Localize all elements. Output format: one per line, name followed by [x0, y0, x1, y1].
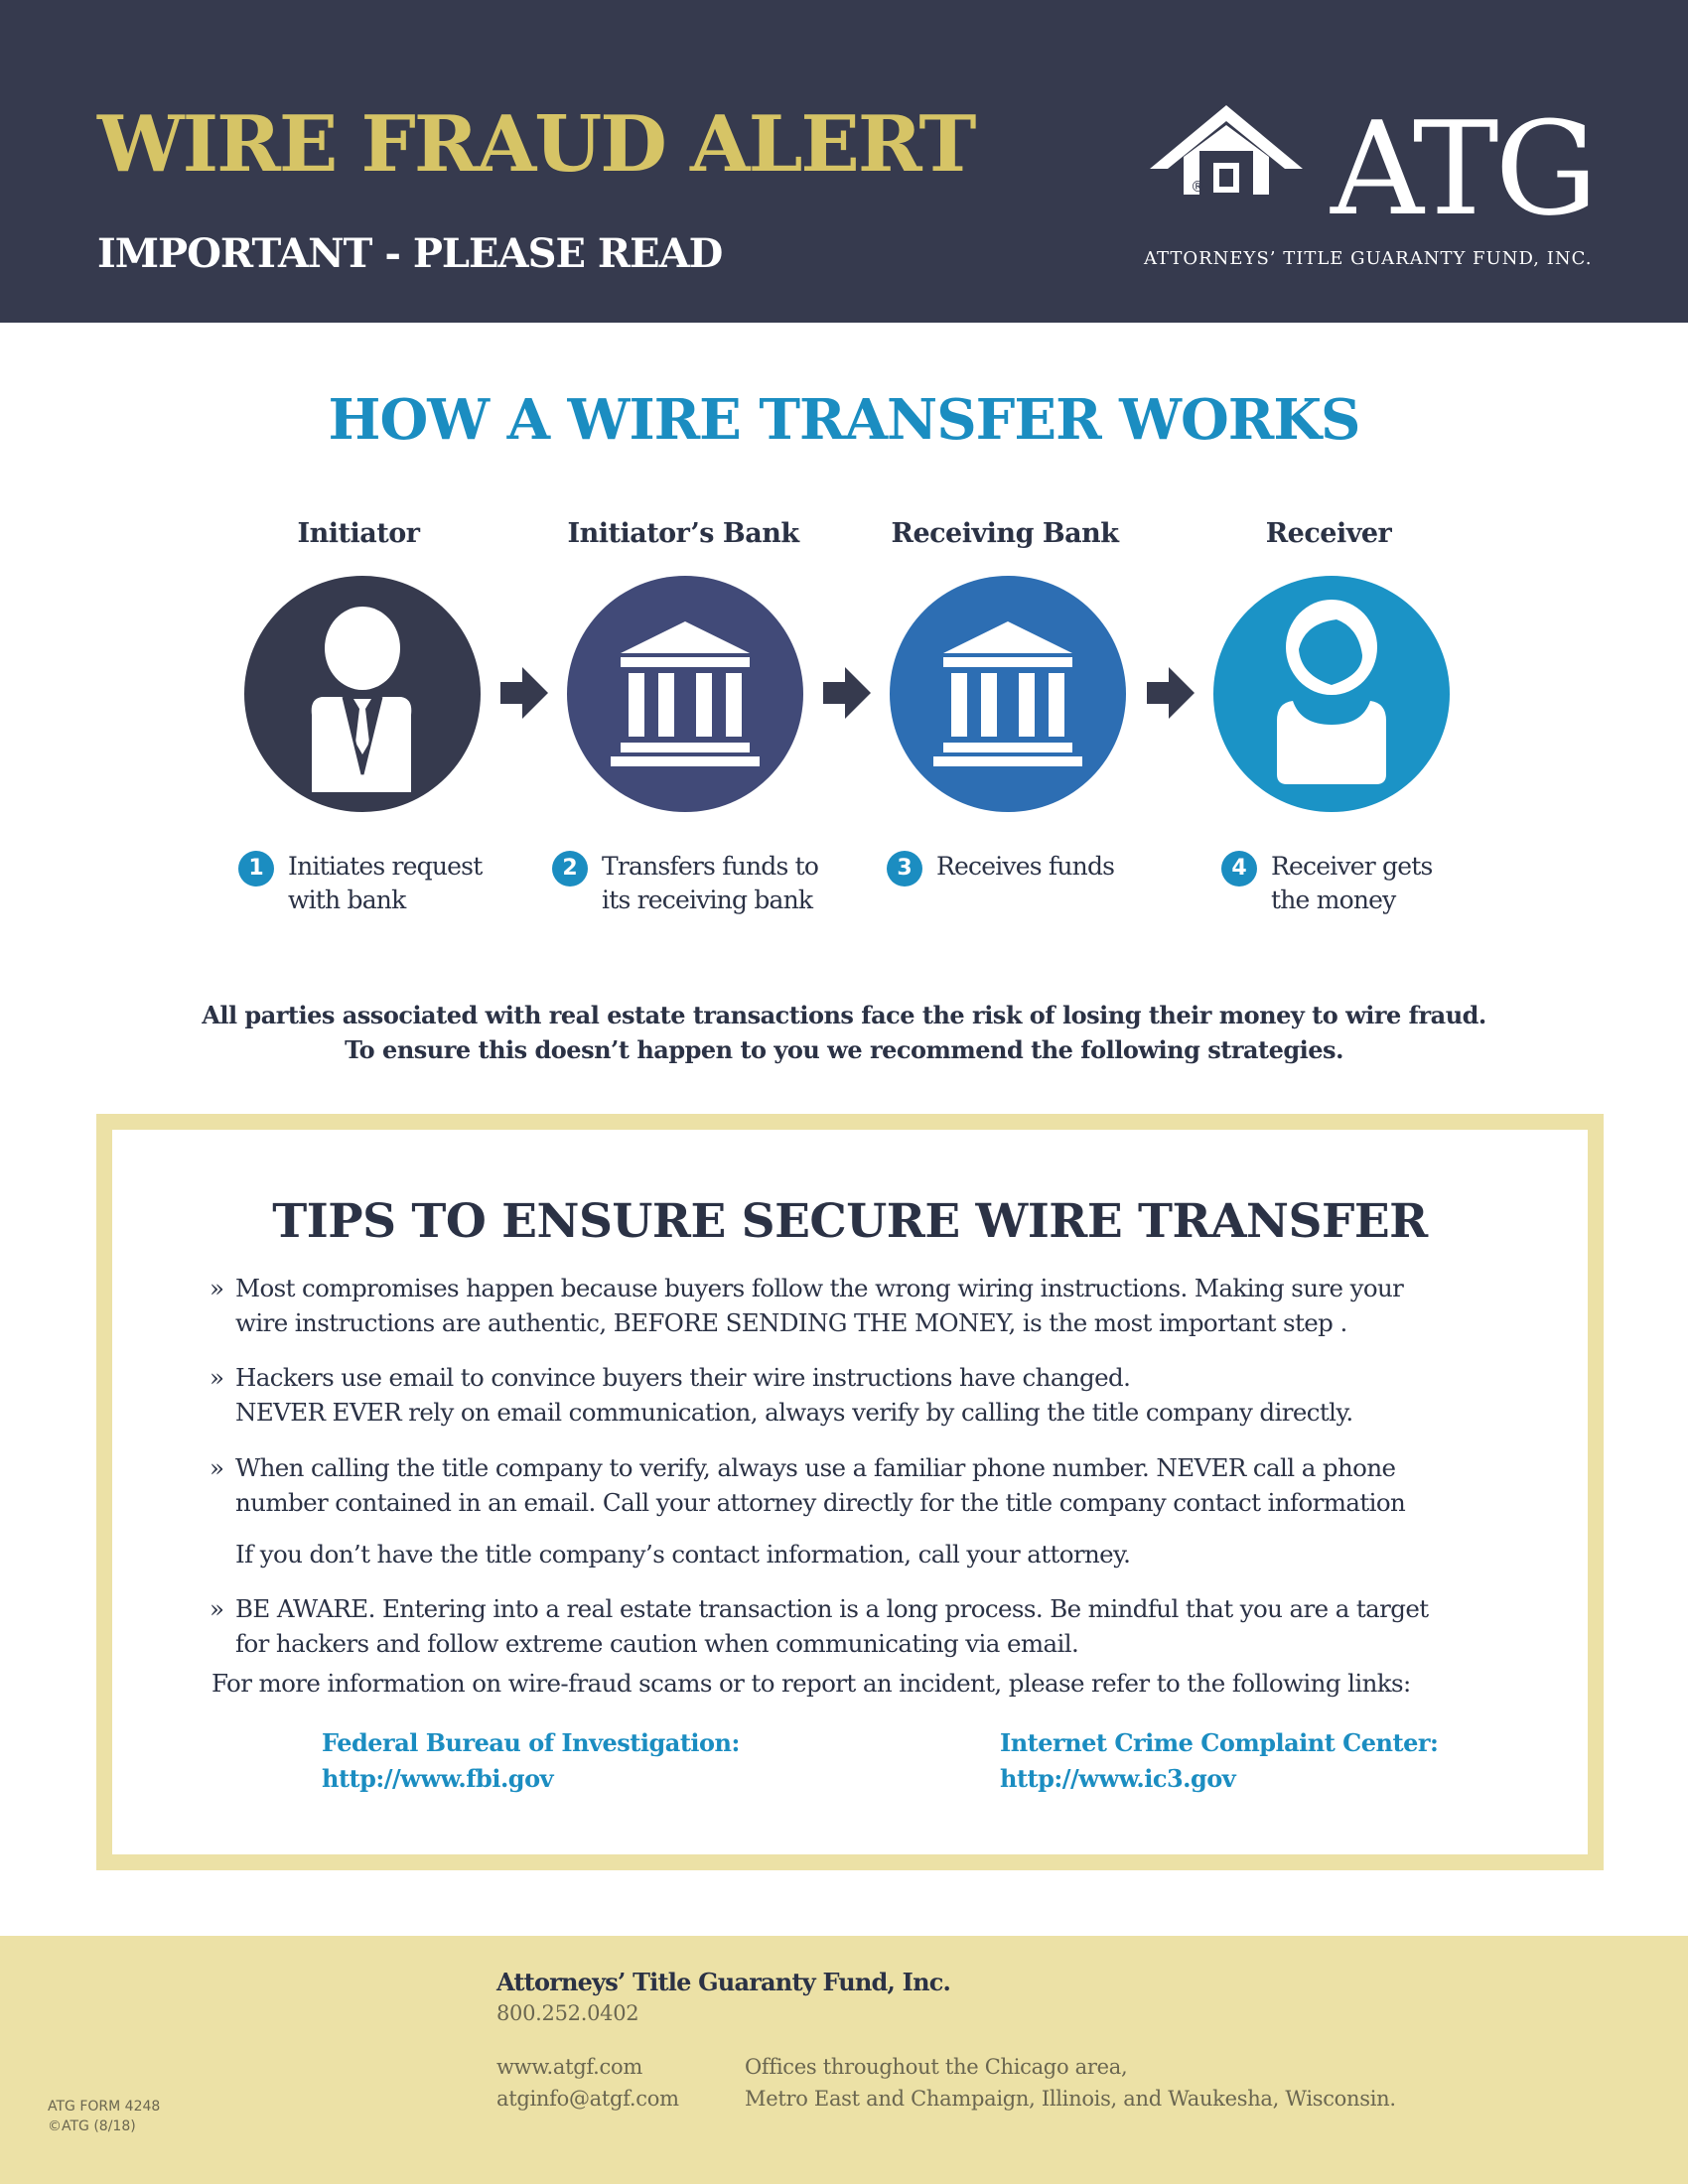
- step-number-badge: 4: [1221, 851, 1257, 887]
- intro-statement: [60, 998, 1628, 1067]
- step-number-badge: 3: [887, 851, 922, 887]
- bank-icon: [890, 576, 1126, 812]
- bullet-marker: »: [210, 1453, 224, 1482]
- stage-circle-initiator: [244, 576, 481, 812]
- tip-item: [211, 1271, 1542, 1340]
- stage-label-receiving-bank: Receiving Bank: [891, 518, 1119, 549]
- tip-line: Most compromises happen because buyers follow the wrong wiring instructions. Making sure your: [235, 1274, 1404, 1302]
- stage-label-receiver: Receiver: [1265, 518, 1392, 549]
- footer-company: Attorneys’ Title Guaranty Fund, Inc.: [496, 1968, 951, 1996]
- bullet-marker: »: [210, 1274, 224, 1302]
- arrow-right-icon: [1147, 665, 1195, 721]
- bank-icon: [567, 576, 803, 812]
- header-banner: [0, 0, 1688, 323]
- tip-line: When calling the title company to verify, always use a familiar phone number. NEVER call a phone: [235, 1453, 1396, 1482]
- step-3: [887, 850, 1175, 919]
- logo-wordmark: ATG: [1331, 93, 1595, 244]
- tips-box: [96, 1114, 1604, 1870]
- step-1: [238, 850, 526, 919]
- logo-company-name: ATTORNEYS’ TITLE GUARANTY FUND, INC.: [1144, 248, 1593, 269]
- house-logo-icon: [1142, 99, 1311, 208]
- bullet-marker: »: [210, 1363, 224, 1392]
- intro-line: To ensure this doesn’t happen to you we recommend the following strategies.: [345, 1035, 1343, 1064]
- logo-registered-mark: ®: [1191, 178, 1205, 196]
- footer: [0, 1936, 1688, 2184]
- arrow-right-icon: [823, 665, 871, 721]
- stage-circle-initiators-bank: [567, 576, 803, 812]
- step-2: [552, 850, 840, 919]
- tip-line: Hackers use email to convince buyers their wire instructions have changed.: [235, 1363, 1131, 1392]
- tips-box-inner: [112, 1130, 1588, 1854]
- person-icon: [1213, 576, 1450, 812]
- step-description: [1271, 850, 1514, 917]
- ic3-link-block: [1000, 1725, 1596, 1797]
- step-line: its receiving bank: [602, 886, 813, 914]
- intro-line: All parties associated with real estate transactions face the risk of losing their money to wire fraud.: [202, 1001, 1486, 1029]
- step-number-badge: 2: [552, 851, 588, 887]
- fbi-link-block: [322, 1725, 917, 1797]
- links-intro: For more information on wire-fraud scams or to report an incident, please refer to the following links:: [211, 1669, 1411, 1698]
- step-line: Receives funds: [936, 852, 1115, 881]
- stage-label-initiators-bank: Initiator’s Bank: [567, 518, 799, 549]
- tip-line: number contained in an email. Call your attorney directly for the title company contact information: [235, 1488, 1406, 1517]
- bullet-marker: »: [210, 1594, 224, 1623]
- tip-item: [211, 1360, 1542, 1430]
- form-number: ATG FORM 4248: [48, 2099, 161, 2115]
- fbi-link-label: Federal Bureau of Investigation:: [322, 1728, 740, 1757]
- alert-title: WIRE FRAUD ALERT: [97, 99, 975, 190]
- footer-website[interactable]: www.atgf.com: [496, 2055, 642, 2079]
- fbi-link[interactable]: http://www.fbi.gov: [322, 1764, 554, 1793]
- tip-item: [211, 1591, 1542, 1661]
- tip-item: [211, 1450, 1542, 1571]
- step-description: [602, 850, 845, 917]
- ic3-link-label: Internet Crime Complaint Center:: [1000, 1728, 1439, 1757]
- step-description: [288, 850, 531, 917]
- person-icon: [244, 576, 481, 812]
- tip-line: for hackers and follow extreme caution when communicating via email.: [235, 1629, 1079, 1658]
- tip-line: BE AWARE. Entering into a real estate transaction is a long process. Be mindful that you are a target: [235, 1594, 1429, 1623]
- tips-title: TIPS TO ENSURE SECURE WIRE TRANSFER: [272, 1194, 1428, 1249]
- step-line: with bank: [288, 886, 406, 914]
- step-description: [936, 850, 1180, 884]
- stage-circle-receiver: [1213, 576, 1450, 812]
- step-line: Receiver gets: [1271, 852, 1433, 881]
- copyright: ©ATG (8/18): [48, 2118, 136, 2134]
- stage-label-initiator: Initiator: [297, 518, 420, 549]
- arrow-right-icon: [500, 665, 548, 721]
- how-section-title: HOW A WIRE TRANSFER WORKS: [328, 387, 1360, 453]
- tip-line: NEVER EVER rely on email communication, always verify by calling the title company directly.: [235, 1398, 1353, 1427]
- ic3-link[interactable]: http://www.ic3.gov: [1000, 1764, 1236, 1793]
- footer-phone: 800.252.0402: [496, 2001, 639, 2025]
- footer-offices-line: Offices throughout the Chicago area,: [745, 2055, 1128, 2079]
- step-4: [1221, 850, 1509, 919]
- step-number-badge: 1: [238, 851, 274, 887]
- tip-line: If you don’t have the title company’s contact information, call your attorney.: [235, 1540, 1131, 1569]
- tip-line: wire instructions are authentic, BEFORE SENDING THE MONEY, is the most important step .: [235, 1308, 1347, 1337]
- step-line: Initiates request: [288, 852, 483, 881]
- stage-circle-receiving-bank: [890, 576, 1126, 812]
- footer-email[interactable]: atginfo@atgf.com: [496, 2087, 679, 2111]
- step-line: Transfers funds to: [602, 852, 819, 881]
- footer-offices-line: Metro East and Champaign, Illinois, and Waukesha, Wisconsin.: [745, 2087, 1396, 2111]
- alert-subtitle: IMPORTANT - PLEASE READ: [97, 230, 723, 277]
- step-line: the money: [1271, 886, 1396, 914]
